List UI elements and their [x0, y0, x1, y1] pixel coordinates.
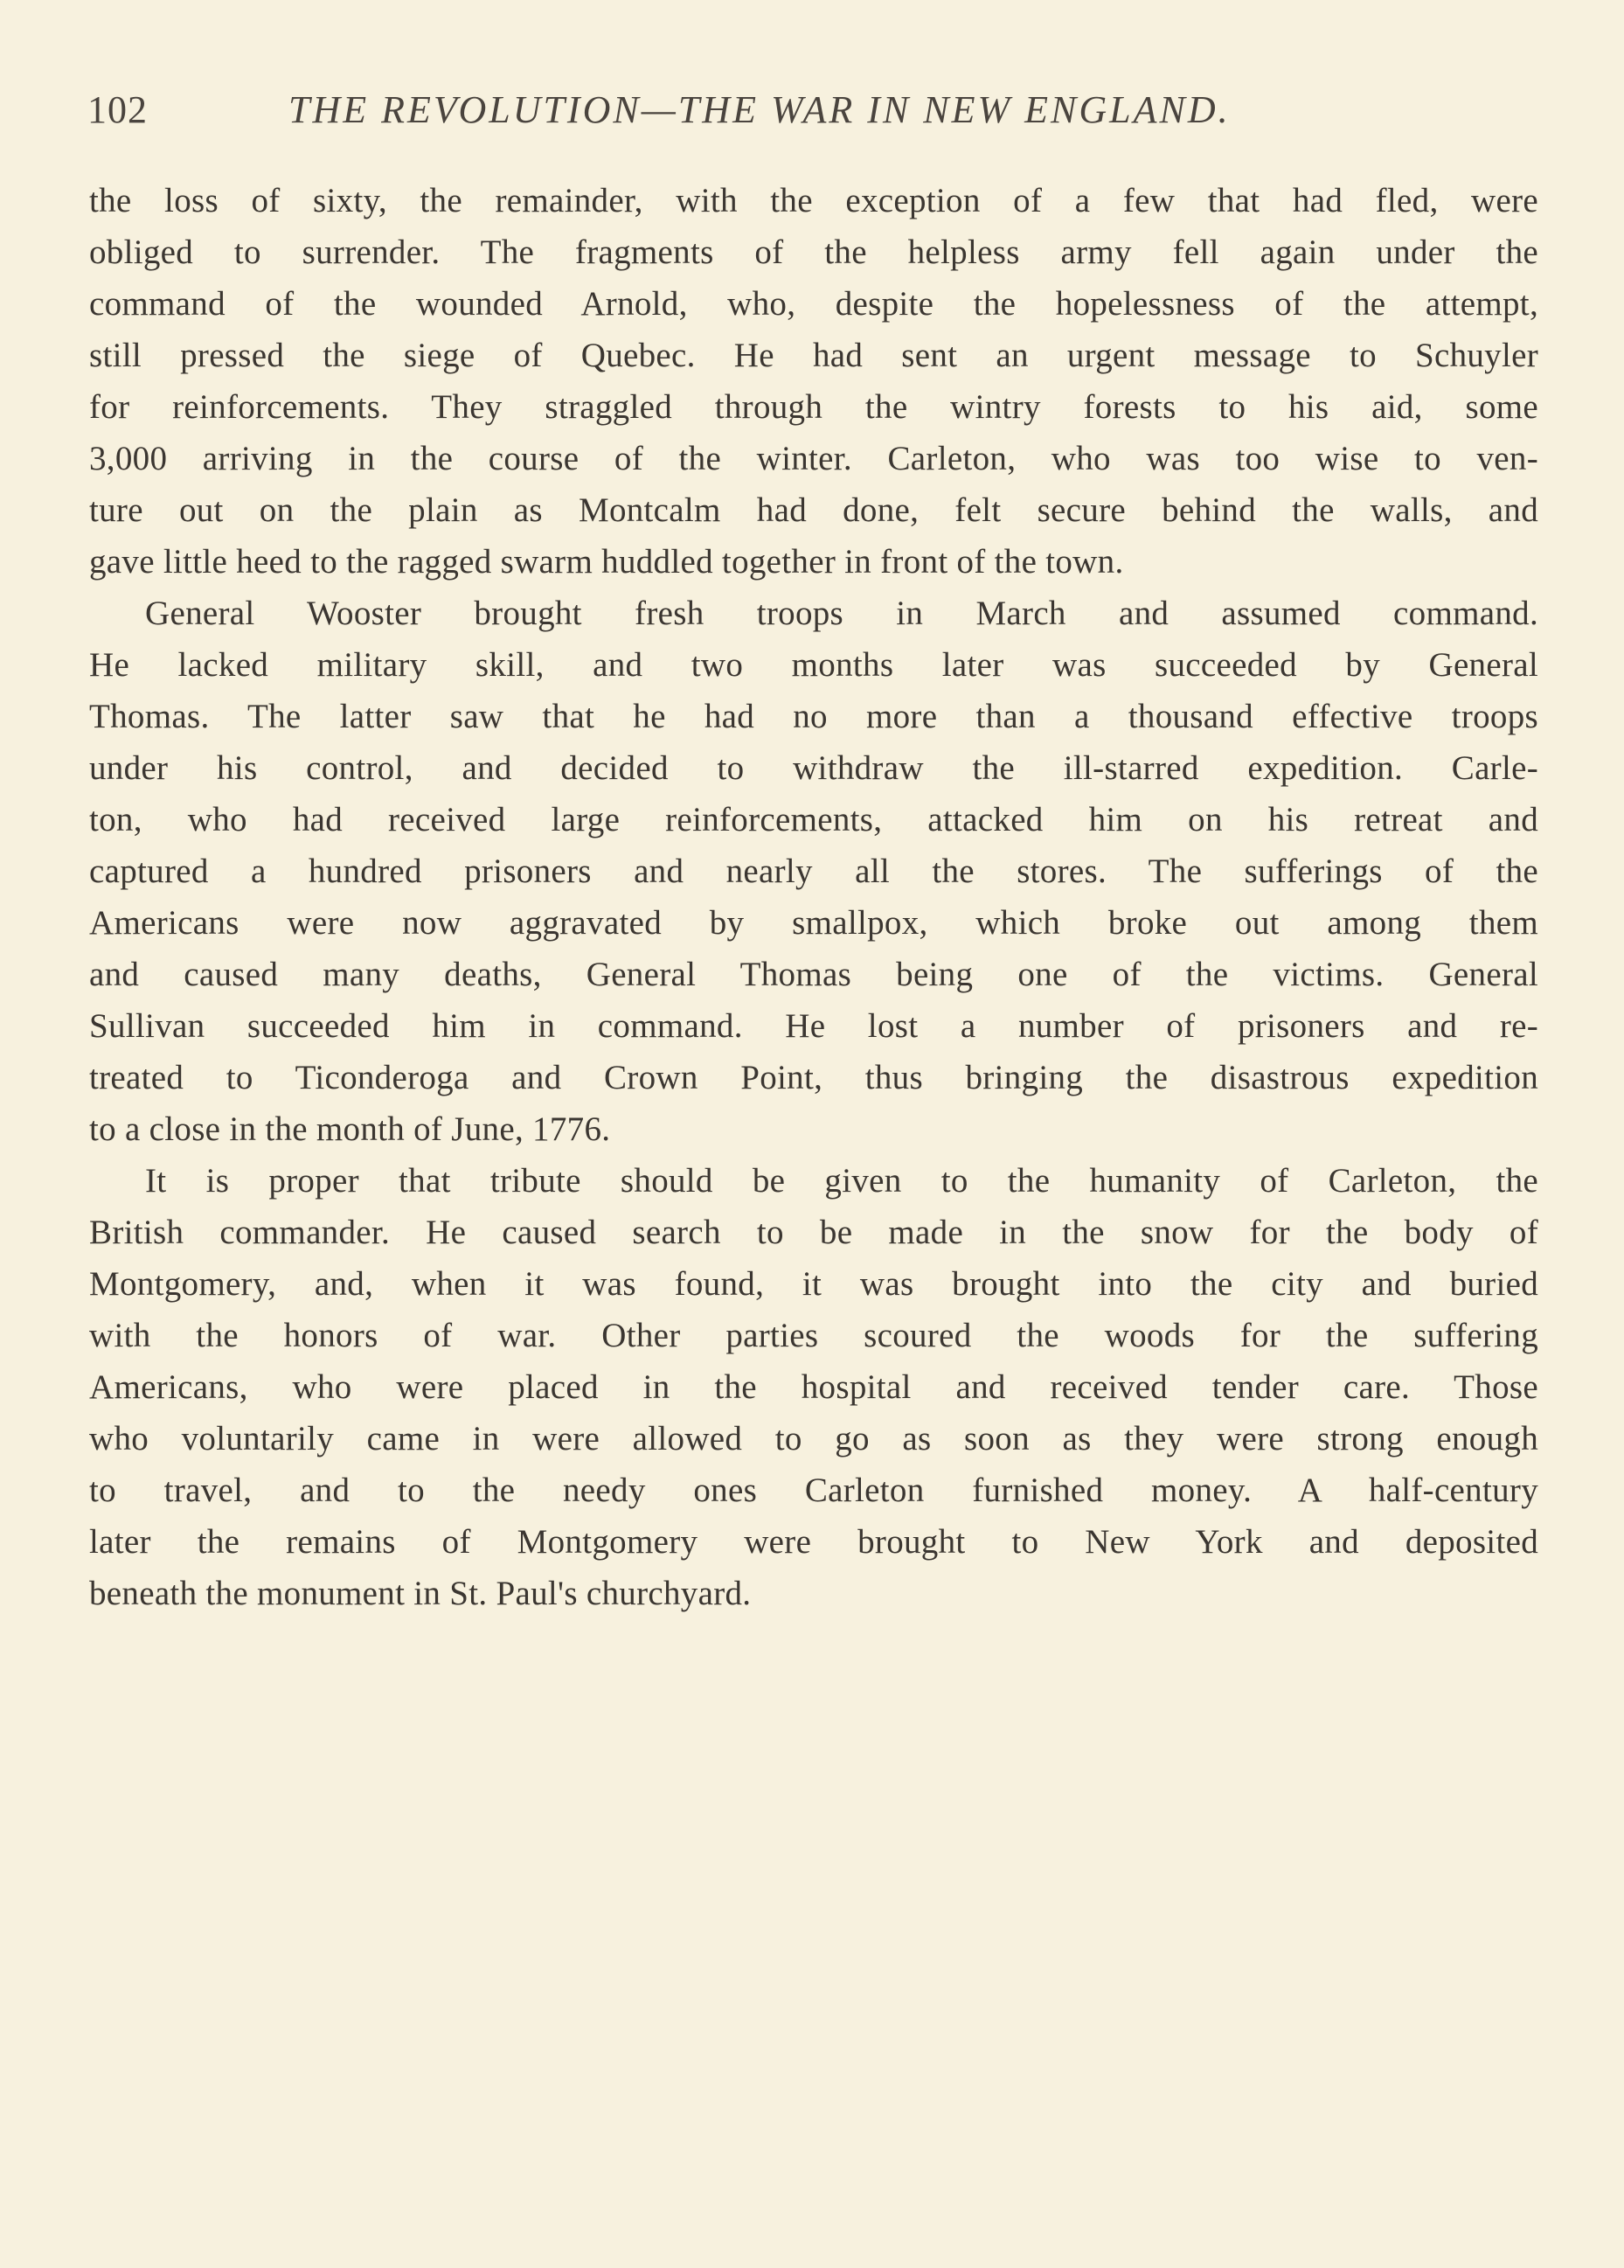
- text-line: ture out on the plain as Montcalm had done, felt secure behind the walls, and: [89, 491, 1538, 529]
- text-line: and caused many deaths, General Thomas being one of the victims. General: [89, 956, 1538, 993]
- paragraph-3: [89, 1155, 1538, 1619]
- text-line: the loss of sixty, the remainder, with the exception of a few that had fled, were: [89, 182, 1538, 219]
- text-line: for reinforcements. They straggled through the wintry forests to his aid, some: [89, 388, 1538, 426]
- text-line: He lacked military skill, and two months later was succeeded by General: [89, 646, 1538, 684]
- text-line: General Wooster brought fresh troops in March and assumed command.: [145, 595, 1538, 632]
- text-line: beneath the monument in St. Paul's churchyard.: [89, 1575, 752, 1612]
- text-line: command of the wounded Arnold, who, despite the hopelessness of the attempt,: [89, 285, 1538, 323]
- text-line: to travel, and to the needy ones Carleton furnished money. A half-century: [89, 1471, 1538, 1509]
- text-line: Sullivan succeeded him in command. He lost a number of prisoners and re-: [89, 1007, 1538, 1045]
- text-line: treated to Ticonderoga and Crown Point, thus bringing the disastrous expedition: [89, 1059, 1538, 1096]
- text-line: later the remains of Montgomery were brought to New York and deposited: [89, 1523, 1538, 1561]
- text-line: to a close in the month of June, 1776.: [89, 1110, 611, 1148]
- body-text: [89, 175, 1538, 1619]
- text-line: British commander. He caused search to be made in the snow for the body of: [89, 1214, 1538, 1251]
- text-line: with the honors of war. Other parties scoured the woods for the suffering: [89, 1317, 1538, 1354]
- text-line: Thomas. The latter saw that he had no more than a thousand effective troops: [89, 698, 1538, 735]
- paragraph-1: [89, 175, 1538, 588]
- text-line: It is proper that tribute should be given to the humanity of Carleton, the: [145, 1162, 1538, 1200]
- text-line: under his control, and decided to withdraw the ill-starred expedition. Carle-: [89, 749, 1538, 787]
- running-title: THE REVOLUTION—THE WAR IN NEW ENGLAND.: [288, 88, 1231, 131]
- page-number: 102: [87, 88, 148, 131]
- text-line: ton, who had received large reinforcements, attacked him on his retreat and: [89, 801, 1538, 838]
- text-line: Montgomery, and, when it was found, it was brought into the city and buried: [89, 1265, 1538, 1303]
- text-line: obliged to surrender. The fragments of the helpless army fell again under the: [89, 233, 1538, 271]
- paragraph-2: [89, 588, 1538, 1155]
- text-line: still pressed the siege of Quebec. He had sent an urgent message to Schuyler: [89, 337, 1538, 374]
- running-head: [87, 87, 1530, 140]
- text-line: who voluntarily came in were allowed to go as soon as they were strong enough: [89, 1420, 1538, 1458]
- text-line: Americans were now aggravated by smallpox, which broke out among them: [89, 904, 1538, 942]
- text-line: captured a hundred prisoners and nearly all the stores. The sufferings of the: [89, 852, 1538, 890]
- text-line: 3,000 arriving in the course of the winter. Carleton, who was too wise to ven-: [89, 440, 1538, 477]
- text-line: Americans, who were placed in the hospital and received tender care. Those: [89, 1368, 1538, 1406]
- text-line: gave little heed to the ragged swarm huddled together in front of the town.: [89, 543, 1124, 581]
